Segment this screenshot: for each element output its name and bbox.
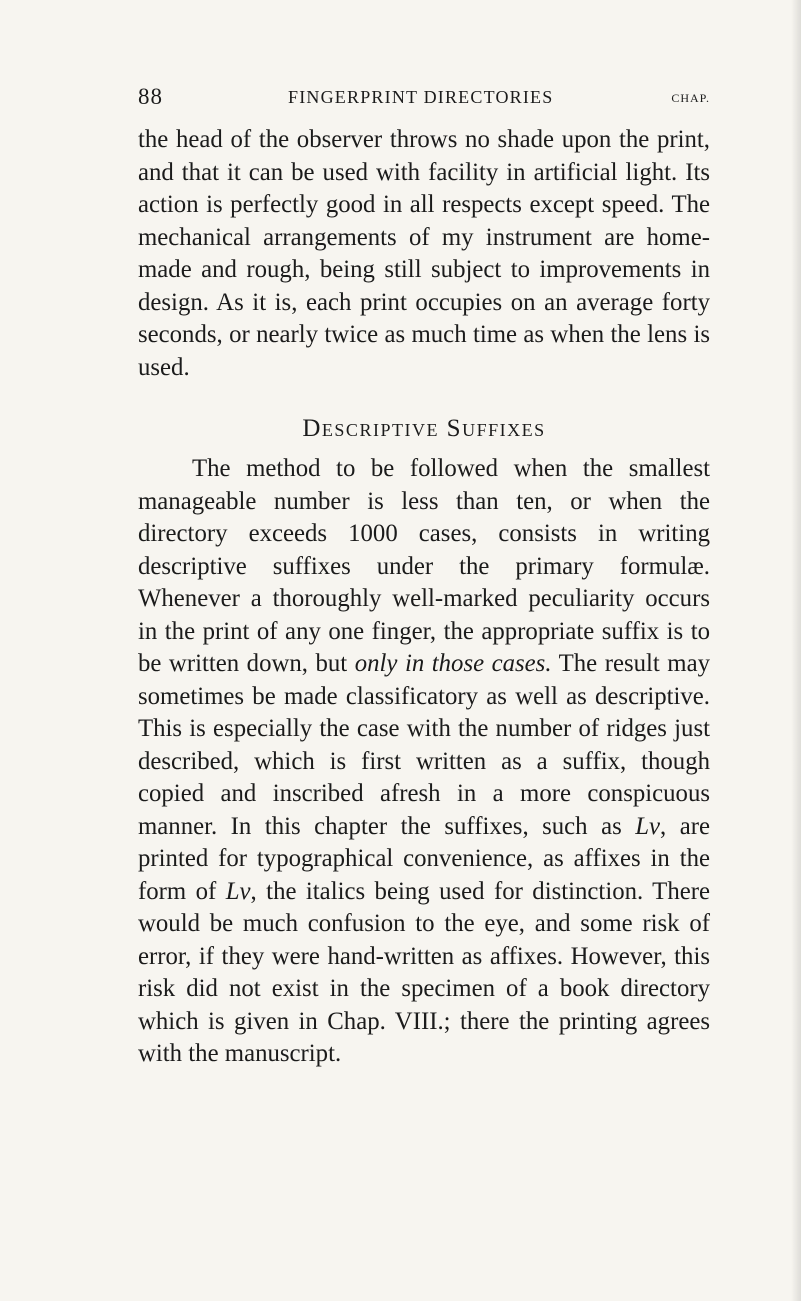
paragraph-text-part-1: The method to be followed when the smallest manageable number is less than ten, or when the directory exceeds 1000 cases, consists in writing descriptive suffixes under the primary formulæ. Whenever a thoroughly well-marked peculiarity occurs in the print of any one finger, the appropriate suffix is to be written down, but	[138, 455, 710, 677]
italic-phrase: only in those cases.	[354, 650, 552, 677]
section-heading: Descriptive Suffixes	[302, 415, 546, 442]
italic-suffix-example: Lv	[635, 812, 661, 840]
body-text	[138, 124, 710, 1071]
chapter-abbreviation: CHAP.	[671, 91, 710, 105]
paragraph-continuation: the head of the observer throws no shade upon the print, and that it can be used with facility in artificial light. Its action is perfectly good in all respects except speed. The mechanical arrangements of my instrument are home-made and rough, being still subject to improvements in design. As it is, each print occupies on an average forty seconds, or nearly twice as much time as when the lens is used.	[138, 126, 710, 381]
paragraph-text-part-3: , are printed for typographical convenience, as affixes in the form of	[138, 812, 710, 905]
italic-affix-example: Lv	[225, 877, 251, 905]
running-title: FINGERPRINT DIRECTORIES	[288, 87, 554, 107]
paragraph-text-part-2: The result may sometimes be made classificatory as well as descriptive. This is especially the case with the number of ridges just described, which is first written as a suffix, though copied and inscribed afresh in a more conspicuous manner. In this chapter the suffixes, such as	[138, 650, 711, 840]
page-number: 88	[138, 84, 163, 109]
paragraph-text-part-4: , the italics being used for distinction. There would be much confusion to the eye, and some risk of error, if they were hand-written as affixes. However, this risk did not exist in the specimen of a book directory which is given in Chap. VIII.; there the printing agrees with the manuscript.	[138, 877, 711, 1067]
paragraph-descriptive-suffixes	[138, 453, 710, 1071]
page-edge-shadow	[791, 0, 801, 1301]
running-head	[138, 84, 710, 114]
